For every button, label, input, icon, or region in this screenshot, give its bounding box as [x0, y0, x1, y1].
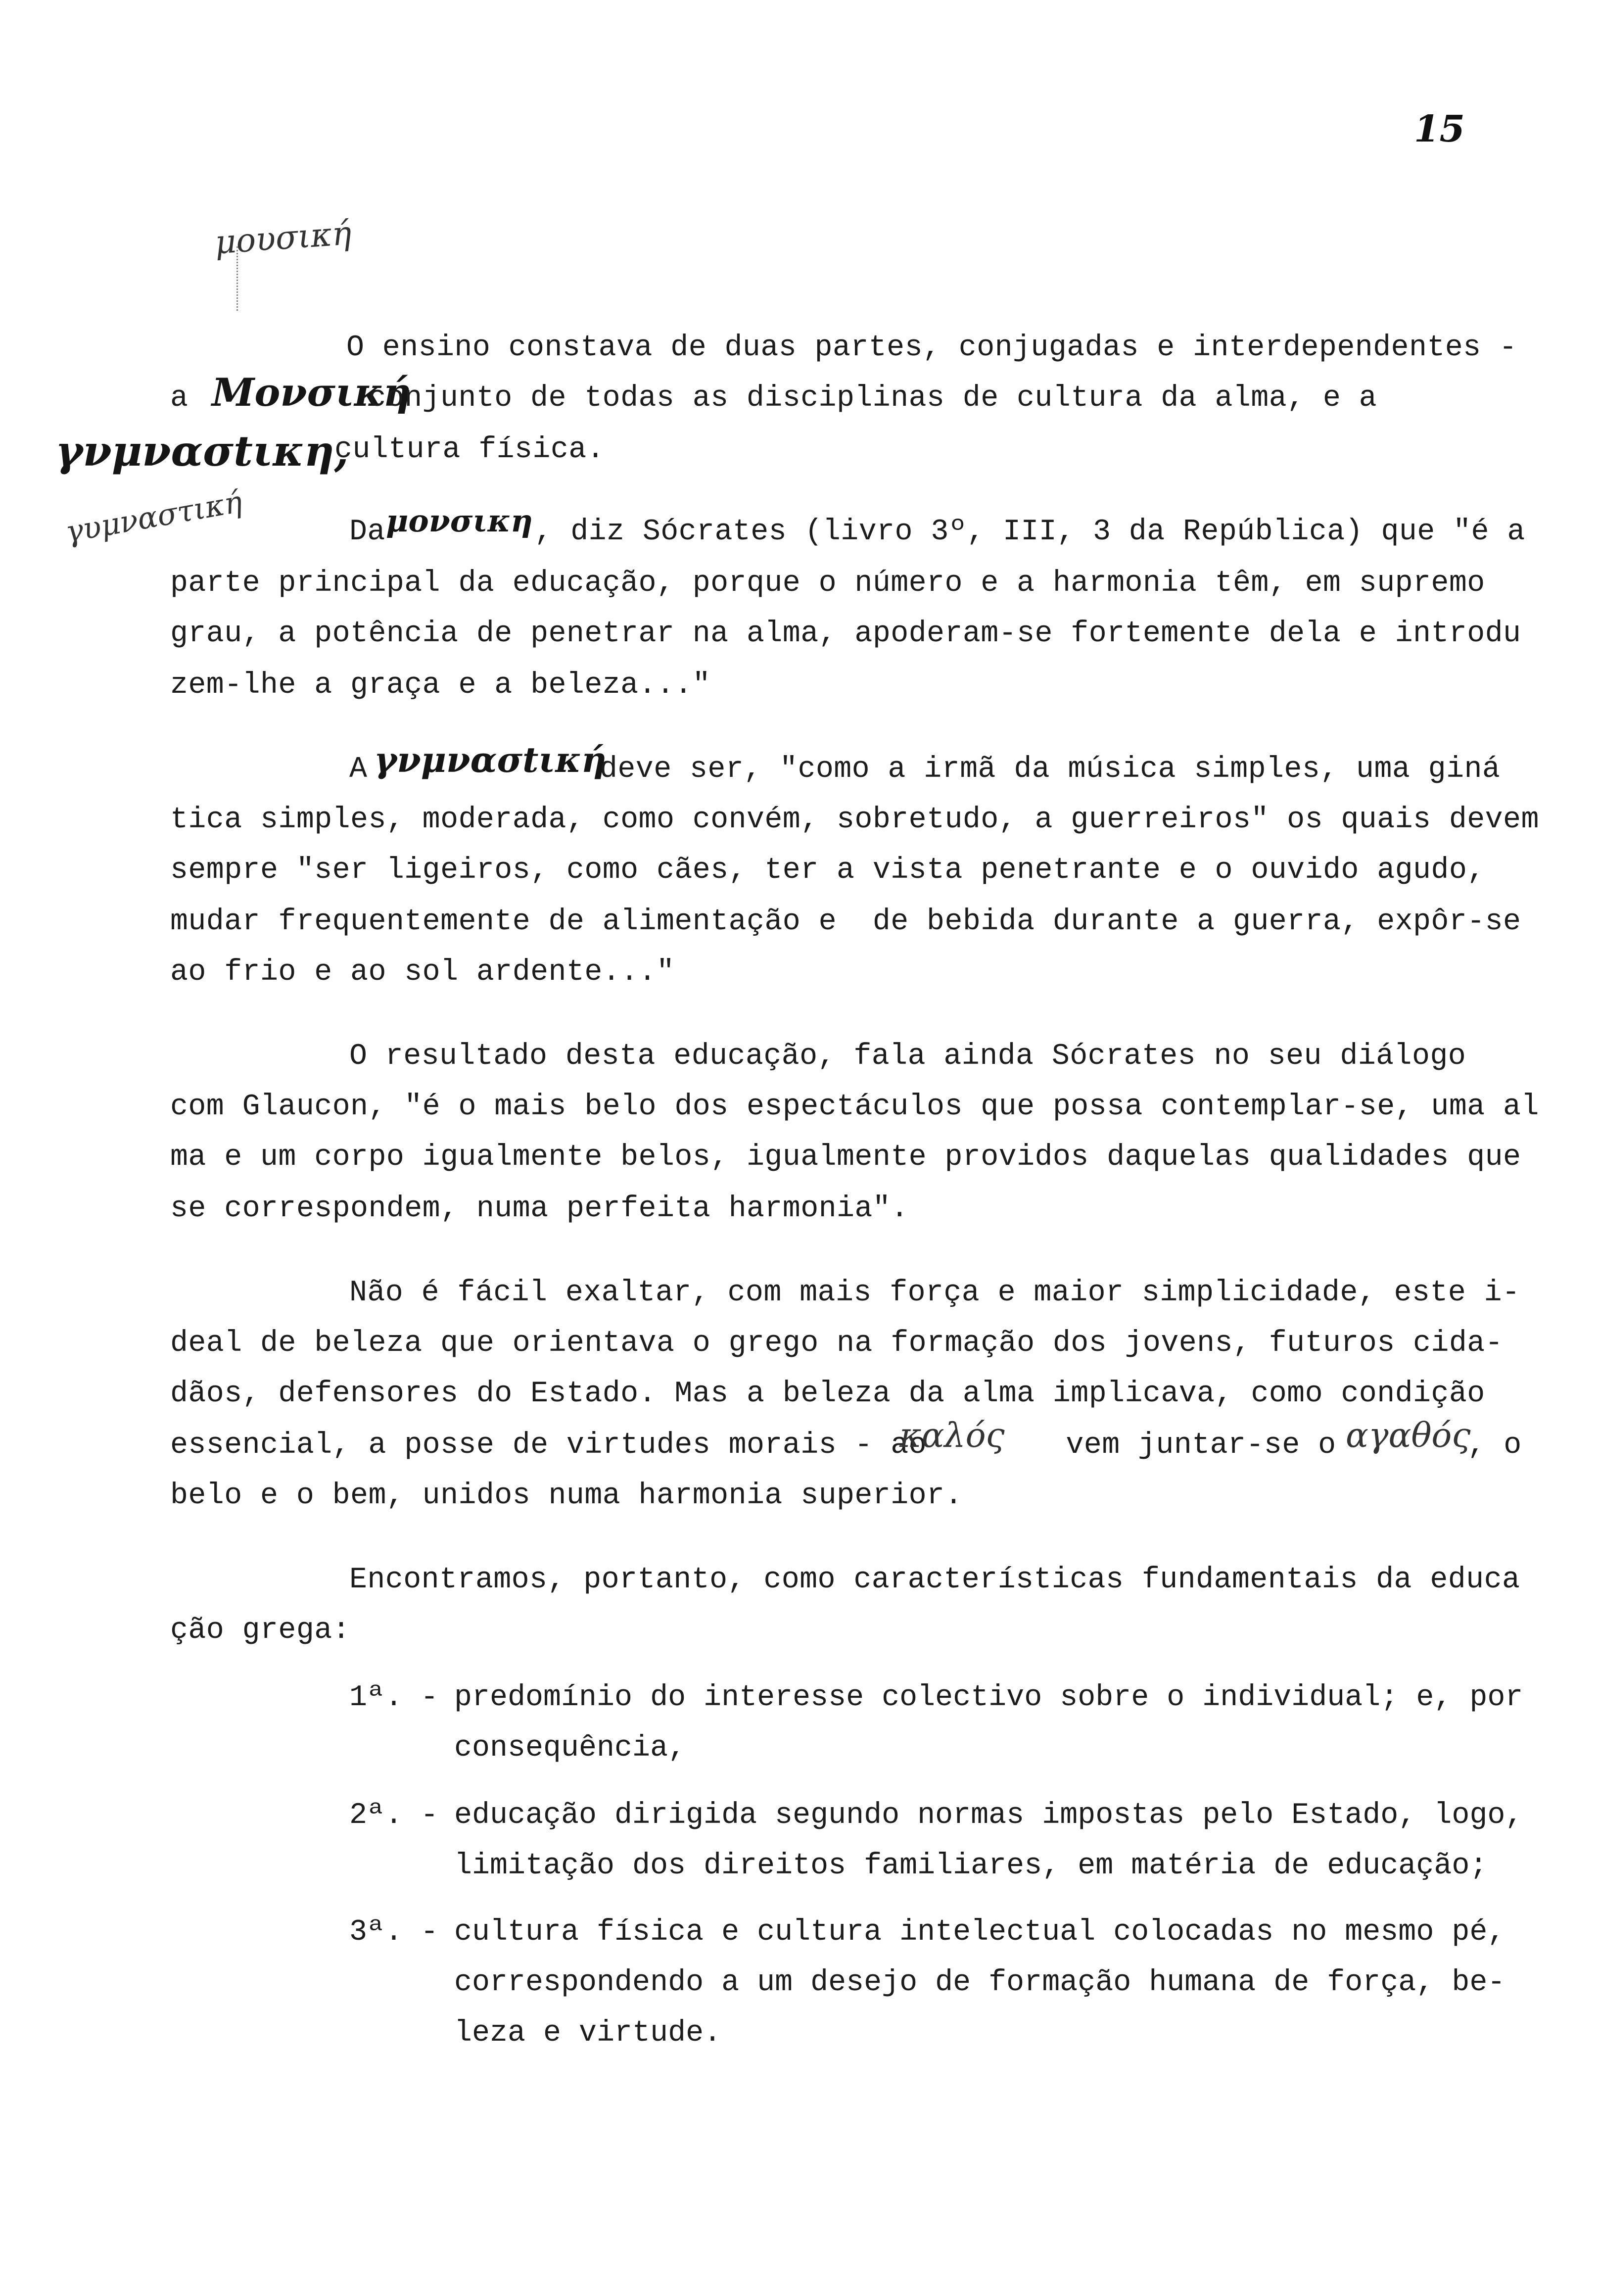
paragraph-3-line-5: ao frio e ao sol ardente..."	[170, 956, 675, 989]
paragraph-3-line-4: mudar frequentemente de alimentação e de bebida durante a guerra, expôr-se	[170, 905, 1521, 939]
paragraph-1-line-3: cultura física.	[334, 433, 605, 467]
handwritten-gymnastike-correction: γυμναστική	[62, 484, 245, 550]
paragraph-5-line-5: belo e o bem, unidos numa harmonia superior.	[170, 1479, 963, 1513]
handwritten-agathos: αγαθός	[1346, 1416, 1471, 1455]
paragraph-3-line-2: tica simples, moderada, como convém, sobretudo, a guerreiros" os quais devem	[170, 803, 1539, 837]
paragraph-1-line-1: O ensino constava de duas partes, conjugadas e interdependentes -	[346, 331, 1517, 365]
paragraph-2-line-1-end: , diz Sócrates (livro 3º, III, 3 da República) que "é a	[517, 515, 1525, 549]
list-item-text: educação dirigida segundo normas impostas pelo Estado, logo,	[454, 1799, 1523, 1832]
paragraph-2-line-3: grau, a potência de penetrar na alma, apoderam-se fortemente dela e introdu	[170, 617, 1521, 651]
paragraph-4-line-4: se correspondem, numa perfeita harmonia".	[170, 1192, 909, 1226]
paragraph-5-line-4-start: essencial, a posse de virtudes morais - ao	[170, 1429, 945, 1462]
paragraph-3-line-1-end: deve ser, "como a irmã da música simples, uma giná	[600, 753, 1501, 786]
list-item-text: cultura física e cultura intelectual colocadas no mesmo pé,	[454, 1915, 1505, 1949]
paragraph-4-line-1: O resultado desta educação, fala ainda Sócrates no seu diálogo	[349, 1040, 1466, 1073]
paragraph-5-line-4-middle: vem juntar-se o	[1048, 1429, 1336, 1462]
paragraph-3-line-1-start: A	[349, 753, 385, 786]
list-item-text-continued: correspondendo a um desejo de formação humana de força, be-	[454, 1966, 1505, 2000]
list-marker: 3ª. -	[349, 1915, 439, 1949]
list-item-text-continued: limitação dos direitos familiares, em matéria de educação;	[454, 1849, 1488, 1883]
paragraph-6-line-1: Encontramos, portanto, como características fundamentais da educa	[349, 1563, 1520, 1597]
paragraph-2-line-1-start: Da	[349, 515, 385, 549]
margin-tick-mark	[236, 246, 239, 311]
list-marker: 2ª. -	[349, 1799, 439, 1832]
handwritten-gymnastike-para3: γνμνασtική	[374, 739, 607, 780]
paragraph-3-line-3: sempre "ser ligeiros, como cães, ter a vista penetrante e o ouvido agudo,	[170, 854, 1485, 887]
list-marker: 1ª. -	[349, 1681, 439, 1715]
paragraph-5-line-1: Não é fácil exaltar, com mais força e maior simplicidade, este i-	[349, 1276, 1520, 1310]
list-item-text-continued: consequência,	[454, 1731, 686, 1765]
paragraph-1-line-2-end: conjunto de todas as disciplinas de cultura da alma, e a	[350, 382, 1377, 415]
list-item-text: predomínio do interesse colectivo sobre o individual; e, por	[454, 1681, 1523, 1715]
paragraph-6-line-2: ção grega:	[170, 1614, 351, 1647]
handwritten-kalos: καλός	[899, 1416, 1005, 1455]
handwritten-gymnastike-margin: γνμνασtικη,	[55, 427, 349, 476]
page-number: 15	[1414, 108, 1465, 150]
paragraph-4-line-2: com Glaucon, "é o mais belo dos espectáculos que possa contemplar-se, uma al	[170, 1090, 1539, 1124]
paragraph-5-line-4-end: , o	[1450, 1429, 1522, 1462]
paragraph-5-line-3: dãos, defensores do Estado. Mas a beleza da alma implicava, como condição	[170, 1377, 1485, 1411]
paragraph-5-line-2: deal de beleza que orientava o grego na formação dos jovens, futuros cida-	[170, 1327, 1504, 1360]
paragraph-2-line-4: zem-lhe a graça e a beleza..."	[170, 669, 711, 702]
handwritten-annotation-mousike: μουσική	[213, 214, 353, 262]
handwritten-mousike-para2: μονσικη	[386, 503, 533, 539]
paragraph-1-line-2-start: a	[170, 382, 206, 415]
handwritten-mousike-inline: Μονσική	[212, 370, 411, 415]
paragraph-2-line-2: parte principal da educação, porque o número e a harmonia têm, em supremo	[170, 567, 1485, 600]
paragraph-4-line-3: ma e um corpo igualmente belos, igualmente providos daquelas qualidades que	[170, 1141, 1521, 1174]
list-item-text-continued: leza e virtude.	[454, 2016, 722, 2050]
